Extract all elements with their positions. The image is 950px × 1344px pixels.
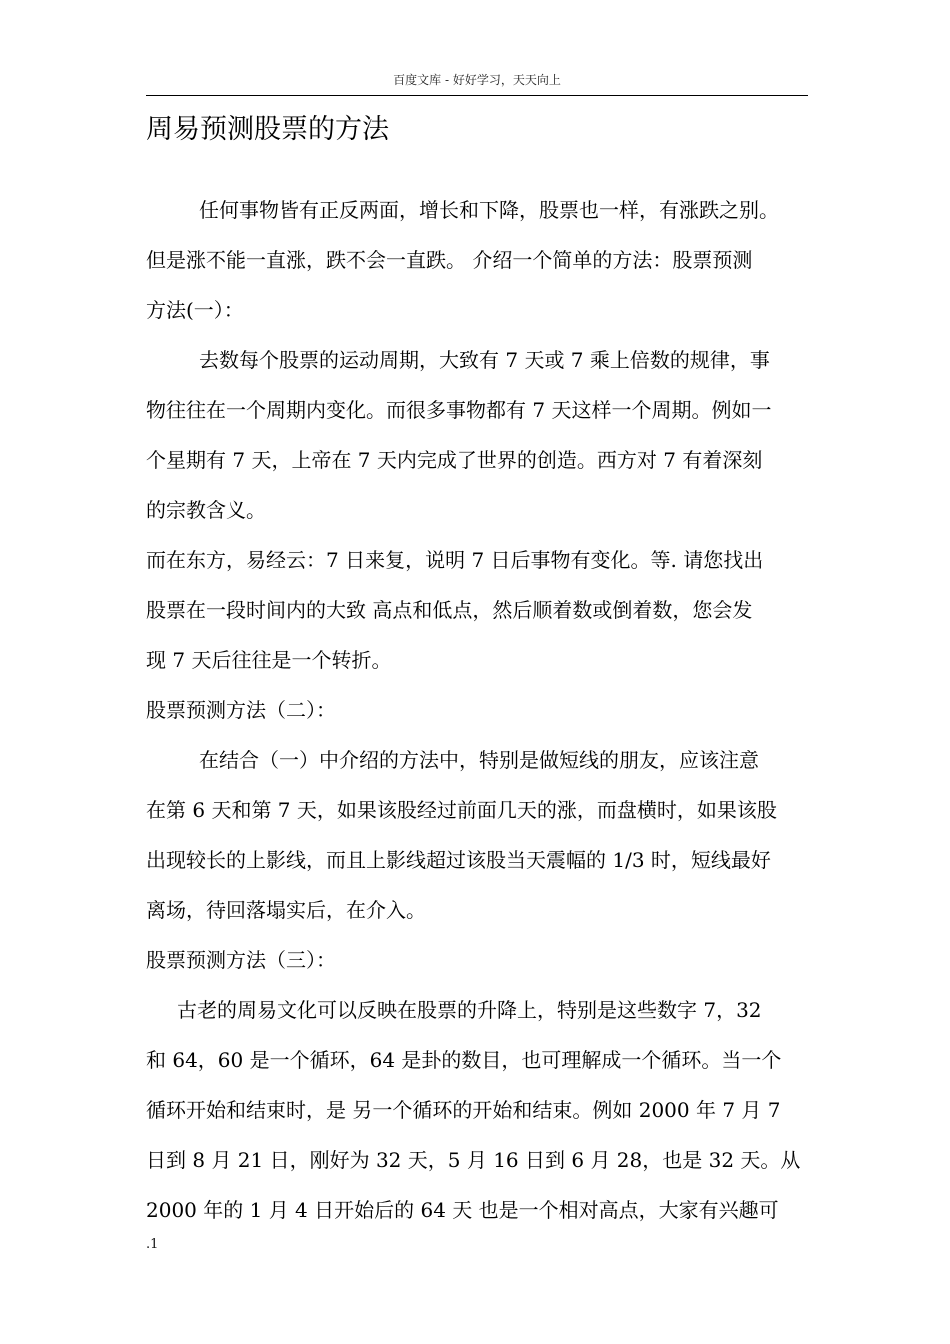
paragraph-line: 任何事物皆有正反两面，增长和下降，股票也一样，有涨跌之别。: [199, 198, 779, 222]
running-header: 百度文库 - 好好学习，天天向上: [393, 73, 561, 87]
paragraph-line: 出现较长的上影线，而且上影线超过该股当天震幅的 1/3 时，短线最好: [146, 848, 771, 872]
paragraph-line: 的宗教含义。: [146, 498, 266, 522]
paragraph-line: 而在东方，易经云：7 日来复，说明 7 日后事物有变化。等. 请您找出: [146, 548, 764, 572]
paragraph-line: 在第 6 天和第 7 天，如果该股经过前面几天的涨，而盘横时，如果该股: [146, 798, 777, 822]
paragraph-line: 股票在一段时间内的大致 高点和低点，然后顺着数或倒着数，您会发: [146, 598, 753, 622]
paragraph-line: 古老的周易文化可以反映在股票的升降上，特别是这些数字 7，32: [177, 998, 762, 1022]
document-body: [146, 185, 808, 1235]
paragraph-line: 在结合（一）中介绍的方法中，特别是做短线的朋友，应该注意: [199, 748, 759, 772]
paragraph-line: 去数每个股票的运动周期，大致有 7 天或 7 乘上倍数的规律，事: [199, 348, 770, 372]
paragraph-line: 现 7 天后往往是一个转折。: [146, 648, 392, 672]
section-heading: 股票预测方法（三）：: [146, 948, 336, 972]
paragraph-line: 和 64，60 是一个循环，64 是卦的数目，也可理解成一个循环。当一个: [146, 1048, 782, 1072]
paragraph-line: 离场，待回落塌实后，在介入。: [146, 898, 426, 922]
paragraph-line: 循环开始和结束时，是 另一个循环的开始和结束。例如 2000 年 7 月 7: [146, 1098, 781, 1122]
document-title: 周易预测股票的方法: [146, 114, 389, 145]
section-heading: 股票预测方法（二）：: [146, 698, 336, 722]
paragraph-line: 个星期有 7 天，上帝在 7 天内完成了世界的创造。西方对 7 有着深刻: [146, 448, 763, 472]
paragraph-line: 但是涨不能一直涨，跌不会一直跌。 介绍一个简单的方法：股票预测: [146, 248, 753, 272]
paragraph-line: 方法(一）：: [146, 298, 244, 322]
paragraph-line: 日到 8 月 21 日，刚好为 32 天，5 月 16 日到 6 月 28，也是 32 天。从: [146, 1148, 801, 1172]
paragraph-line: 物往往在一个周期内变化。而很多事物都有 7 天这样一个周期。例如一: [146, 398, 772, 422]
paragraph-line: 2000 年的 1 月 4 日开始后的 64 天 也是一个相对高点，大家有兴趣可: [146, 1198, 779, 1222]
page-number: .1: [146, 1237, 159, 1252]
header-divider: [146, 95, 808, 96]
